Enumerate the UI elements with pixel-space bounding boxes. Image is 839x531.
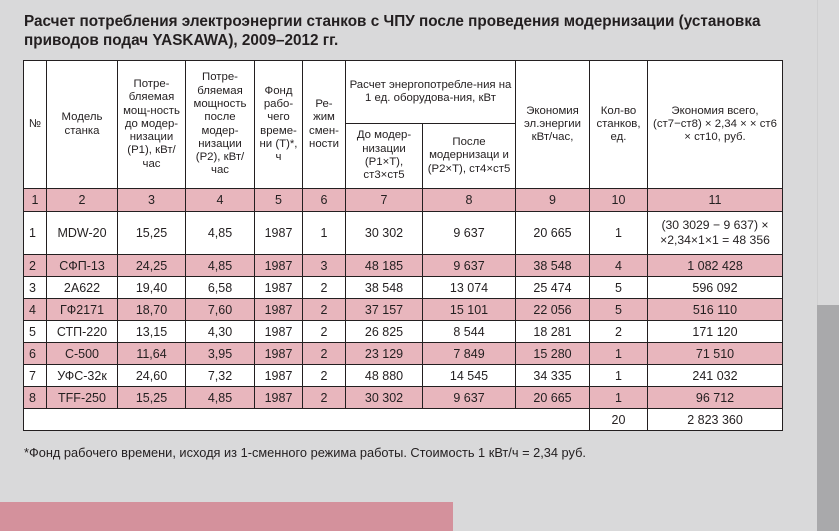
header-after: После модернизаци и (Р2×Т), ст4×ст5 xyxy=(423,124,516,189)
cell-mode: 1 xyxy=(303,212,346,255)
column-number: 1 xyxy=(24,189,47,212)
cell-no: 7 xyxy=(24,365,47,387)
cell-p1: 18,70 xyxy=(118,299,186,321)
cell-total-economy: (30 3029 − 9 637) × ×2,34×1×1 = 48 356 xyxy=(648,212,783,255)
cell-total-economy: 1 082 428 xyxy=(648,255,783,277)
footnote: *Фонд рабочего времени, исходя из 1-сменного режима работы. Стоимость 1 кВт/ч = 2,34 руб. xyxy=(24,445,586,460)
cell-economy: 38 548 xyxy=(516,255,590,277)
cell-after: 9 637 xyxy=(423,212,516,255)
total-count: 20 xyxy=(590,409,648,431)
table-row xyxy=(24,277,783,299)
cell-no: 8 xyxy=(24,387,47,409)
totals-row xyxy=(24,409,783,431)
cell-model: 2А622 xyxy=(47,277,118,299)
cell-total-economy: 241 032 xyxy=(648,365,783,387)
table-row xyxy=(24,212,783,255)
cell-fund: 1987 xyxy=(255,255,303,277)
table-row xyxy=(24,387,783,409)
cell-count: 1 xyxy=(590,387,648,409)
table-row xyxy=(24,365,783,387)
cell-no: 3 xyxy=(24,277,47,299)
pink-bottom-band xyxy=(0,502,453,531)
cell-before: 48 185 xyxy=(346,255,423,277)
cell-p1: 15,25 xyxy=(118,212,186,255)
cell-p1: 19,40 xyxy=(118,277,186,299)
cell-total-economy: 596 092 xyxy=(648,277,783,299)
cell-mode: 2 xyxy=(303,365,346,387)
cell-count: 5 xyxy=(590,277,648,299)
column-number: 8 xyxy=(423,189,516,212)
header-no: № xyxy=(24,61,47,189)
cell-mode: 2 xyxy=(303,299,346,321)
column-number-row xyxy=(24,189,783,212)
cell-p2: 7,32 xyxy=(186,365,255,387)
column-number: 9 xyxy=(516,189,590,212)
cell-no: 2 xyxy=(24,255,47,277)
table-row xyxy=(24,321,783,343)
cell-model: ГФ2171 xyxy=(47,299,118,321)
cell-total-economy: 516 110 xyxy=(648,299,783,321)
cell-fund: 1987 xyxy=(255,321,303,343)
cell-before: 48 880 xyxy=(346,365,423,387)
cell-before: 30 302 xyxy=(346,387,423,409)
header-p1: Потре-бляемая мощ-ность до модер-низации (Р1), кВт/час xyxy=(118,61,186,189)
column-number: 10 xyxy=(590,189,648,212)
cell-p1: 15,25 xyxy=(118,387,186,409)
header-model: Модель станка xyxy=(47,61,118,189)
table-title: Расчет потребления электроэнергии станков с ЧПУ после проведения модернизации (установка приводов подач YASKAWA), 2009–2012 гг. xyxy=(24,13,761,49)
cell-fund: 1987 xyxy=(255,343,303,365)
header-count: Кол-во станков, ед. xyxy=(590,61,648,189)
column-number: 5 xyxy=(255,189,303,212)
gray-side-band xyxy=(817,305,839,531)
cell-p1: 24,25 xyxy=(118,255,186,277)
cell-mode: 2 xyxy=(303,321,346,343)
cell-economy: 25 474 xyxy=(516,277,590,299)
cell-before: 26 825 xyxy=(346,321,423,343)
cell-before: 30 302 xyxy=(346,212,423,255)
cell-count: 1 xyxy=(590,212,648,255)
column-number: 3 xyxy=(118,189,186,212)
header-calc-group: Расчет энергопотребле-ния на 1 ед. оборудова-ния, кВт xyxy=(346,61,516,124)
cell-mode: 2 xyxy=(303,387,346,409)
cell-p2: 4,85 xyxy=(186,387,255,409)
energy-table xyxy=(23,60,783,431)
cell-fund: 1987 xyxy=(255,212,303,255)
cell-p1: 11,64 xyxy=(118,343,186,365)
cell-after: 7 849 xyxy=(423,343,516,365)
cell-fund: 1987 xyxy=(255,387,303,409)
cell-p2: 4,85 xyxy=(186,212,255,255)
cell-count: 4 xyxy=(590,255,648,277)
cell-after: 9 637 xyxy=(423,387,516,409)
cell-before: 38 548 xyxy=(346,277,423,299)
cell-fund: 1987 xyxy=(255,277,303,299)
cell-model: СФП-13 xyxy=(47,255,118,277)
header-economy: Экономия эл.энергии кВт/час, xyxy=(516,61,590,189)
cell-economy: 20 665 xyxy=(516,387,590,409)
cell-mode: 2 xyxy=(303,343,346,365)
cell-model: MDW-20 xyxy=(47,212,118,255)
totals-spacer xyxy=(24,409,590,431)
cell-count: 5 xyxy=(590,299,648,321)
column-number: 7 xyxy=(346,189,423,212)
cell-p2: 6,58 xyxy=(186,277,255,299)
cell-economy: 34 335 xyxy=(516,365,590,387)
column-number: 6 xyxy=(303,189,346,212)
table-row xyxy=(24,343,783,365)
cell-no: 5 xyxy=(24,321,47,343)
header-p2: Потре-бляемая мощность после модер-низации (Р2), кВт/час xyxy=(186,61,255,189)
cell-p2: 3,95 xyxy=(186,343,255,365)
table-row xyxy=(24,299,783,321)
header-mode: Ре-жим смен-ности xyxy=(303,61,346,189)
column-number: 11 xyxy=(648,189,783,212)
cell-model: СТП-220 xyxy=(47,321,118,343)
cell-count: 1 xyxy=(590,365,648,387)
cell-economy: 15 280 xyxy=(516,343,590,365)
cell-model: УФС-32к xyxy=(47,365,118,387)
cell-mode: 3 xyxy=(303,255,346,277)
total-economy: 2 823 360 xyxy=(648,409,783,431)
cell-p2: 4,30 xyxy=(186,321,255,343)
cell-after: 13 074 xyxy=(423,277,516,299)
cell-fund: 1987 xyxy=(255,365,303,387)
cell-after: 14 545 xyxy=(423,365,516,387)
cell-total-economy: 71 510 xyxy=(648,343,783,365)
cell-count: 2 xyxy=(590,321,648,343)
cell-total-economy: 171 120 xyxy=(648,321,783,343)
cell-economy: 22 056 xyxy=(516,299,590,321)
cell-before: 23 129 xyxy=(346,343,423,365)
header-fund: Фонд рабо-чего време-ни (Т)*, ч xyxy=(255,61,303,189)
cell-count: 1 xyxy=(590,343,648,365)
cell-economy: 20 665 xyxy=(516,212,590,255)
cell-p2: 4,85 xyxy=(186,255,255,277)
cell-no: 1 xyxy=(24,212,47,255)
cell-fund: 1987 xyxy=(255,299,303,321)
cell-no: 6 xyxy=(24,343,47,365)
cell-total-economy: 96 712 xyxy=(648,387,783,409)
table-row xyxy=(24,255,783,277)
cell-after: 9 637 xyxy=(423,255,516,277)
cell-model: С-500 xyxy=(47,343,118,365)
cell-model: TFF-250 xyxy=(47,387,118,409)
cell-economy: 18 281 xyxy=(516,321,590,343)
cell-no: 4 xyxy=(24,299,47,321)
header-before: До модер-низации (Р1×Т), ст3×ст5 xyxy=(346,124,423,189)
header-total-economy: Экономия всего, (ст7−ст8) × 2,34 × × ст6 × ст10, руб. xyxy=(648,61,783,189)
cell-before: 37 157 xyxy=(346,299,423,321)
cell-p1: 13,15 xyxy=(118,321,186,343)
cell-after: 8 544 xyxy=(423,321,516,343)
column-number: 2 xyxy=(47,189,118,212)
cell-p2: 7,60 xyxy=(186,299,255,321)
column-number: 4 xyxy=(186,189,255,212)
cell-p1: 24,60 xyxy=(118,365,186,387)
cell-after: 15 101 xyxy=(423,299,516,321)
cell-mode: 2 xyxy=(303,277,346,299)
